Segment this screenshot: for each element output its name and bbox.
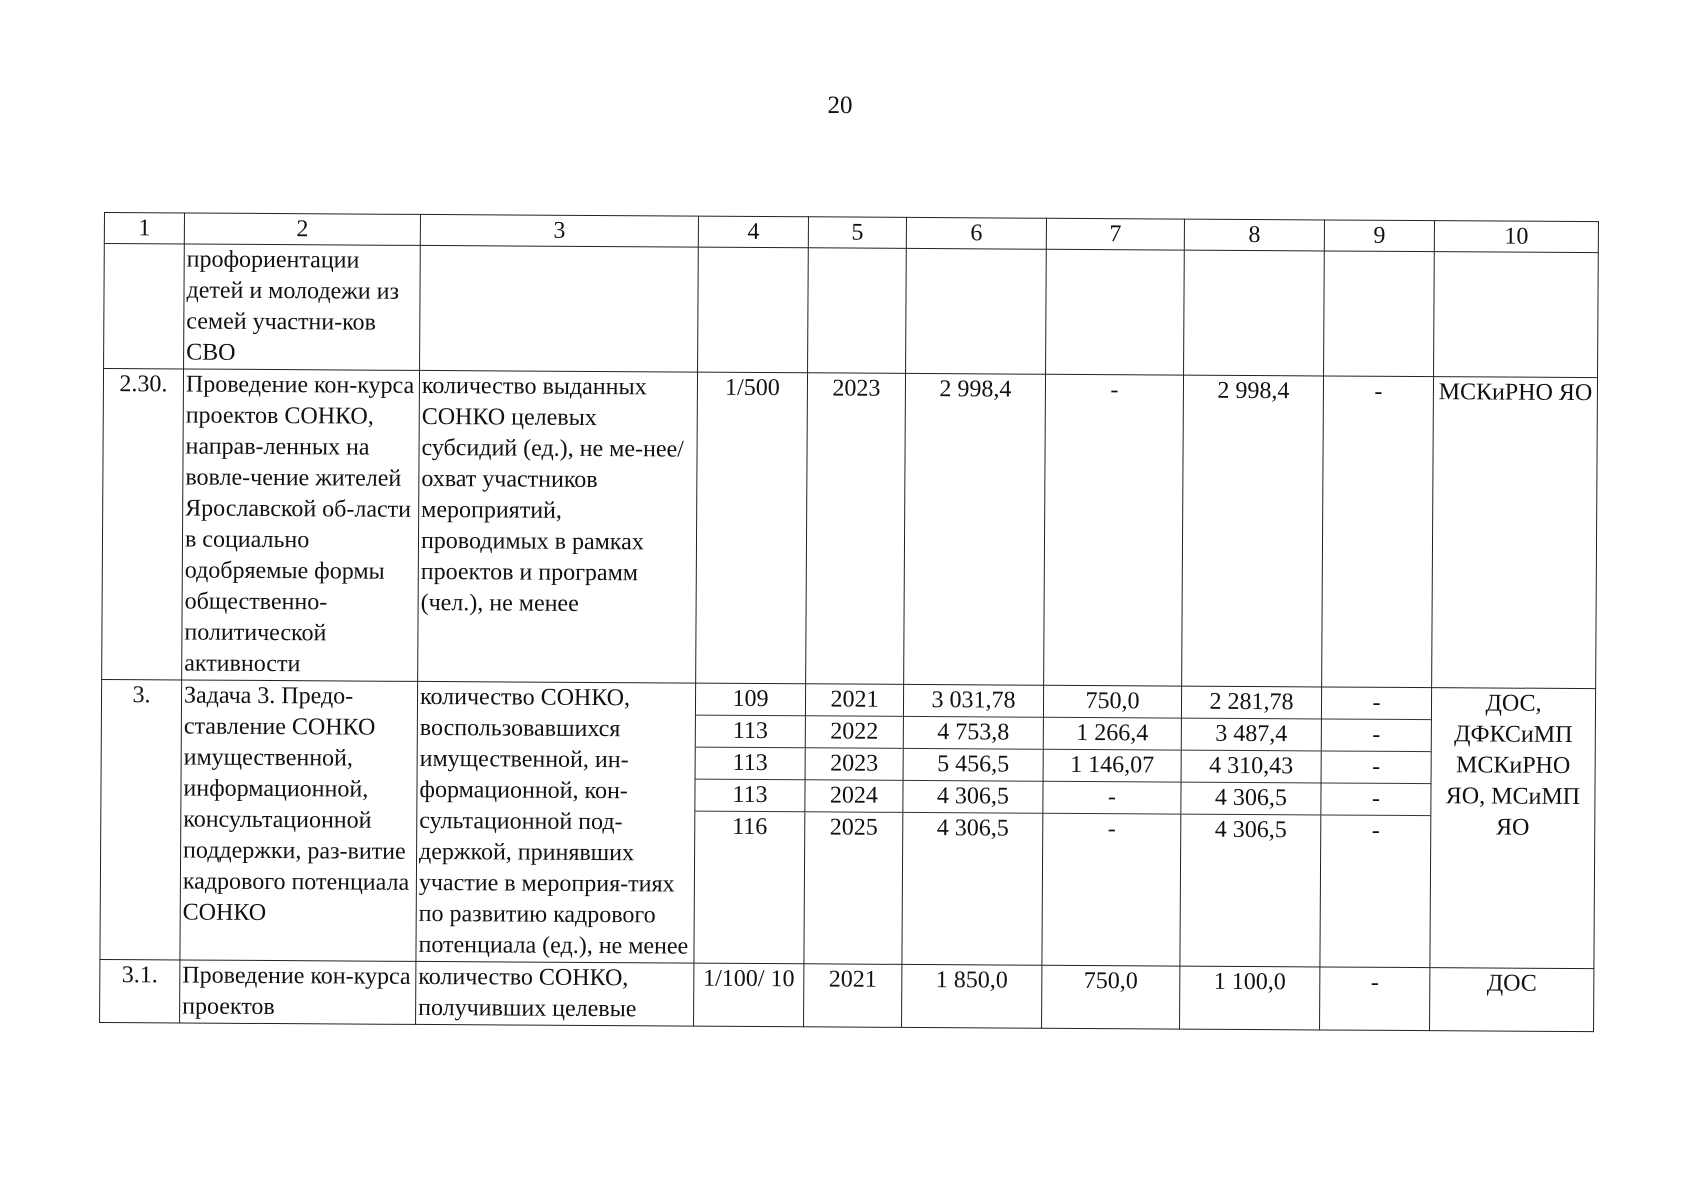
year: 2023: [806, 748, 903, 781]
row-number: 3.1.: [100, 959, 180, 1022]
federal-amount: 1 266,4: [1044, 718, 1181, 751]
year: 2024: [805, 780, 902, 813]
table-row-continuation: [104, 244, 1599, 378]
year: 2021: [806, 684, 903, 717]
year: 2025: [829, 814, 878, 841]
row-number: 3.: [100, 679, 182, 959]
indicator-text: количество СОНКО, получивших целевые: [416, 961, 694, 1026]
cont-empty-8: [1184, 250, 1325, 376]
other-amount: -: [1322, 376, 1434, 688]
other-amount: -: [1322, 719, 1431, 752]
header-col-9: 9: [1324, 220, 1434, 252]
cont-empty-9: [1324, 251, 1435, 377]
table-row-3-1: [100, 959, 1594, 1031]
cont-empty-5: [808, 248, 907, 374]
other-amount: -: [1322, 751, 1431, 784]
cont-name-cell: профориентации детей и молодежи из семей участни-ков СВО: [184, 244, 421, 370]
cont-empty-6: [906, 248, 1047, 374]
years-cell: [804, 684, 904, 965]
header-col-10: 10: [1434, 221, 1598, 253]
total-amount: 1 850,0: [902, 964, 1042, 1028]
header-col-7: 7: [1046, 218, 1184, 250]
executor: ДОС, ДФКСиМП МСКиРНО ЯО, МСиМП ЯО: [1430, 688, 1596, 969]
indicator-values-cell: [694, 683, 806, 964]
federal-amount: -: [1107, 816, 1116, 843]
regional-amount: 4 306,5: [1181, 783, 1320, 816]
cont-empty-7: [1046, 249, 1185, 375]
total-amount: 2 998,4: [904, 373, 1046, 685]
executor: ДОС: [1430, 968, 1594, 1032]
total-amount: 3 031,78: [904, 685, 1043, 718]
executor: МСКиРНО ЯО: [1432, 377, 1598, 689]
table-row-2-30: [102, 369, 1598, 689]
program-table: [99, 212, 1599, 1032]
cont-empty-10: [1434, 252, 1599, 378]
regional-amount: 4 306,5: [1214, 816, 1287, 844]
indicator-value: 1/500: [696, 372, 808, 684]
federal-amount: -: [1043, 782, 1180, 815]
year: 2022: [806, 716, 903, 749]
federal-amounts-cell: [1042, 685, 1182, 966]
regional-amounts-cell: [1180, 686, 1322, 967]
header-col-5: 5: [808, 217, 906, 249]
regional-amount: 2 281,78: [1182, 687, 1321, 720]
indicator-value: 1/100/ 10: [694, 963, 804, 1027]
measure-name: Проведение кон-курса проектов СОНКО, направ-ленных на вовле-чение жителей Ярославской об-ласти в социально одобряемые формы общественно-политической активности: [182, 369, 420, 681]
total-amount: 4 306,5: [936, 815, 1009, 842]
total-amount: 4 306,5: [903, 781, 1042, 814]
header-col-1: 1: [104, 213, 184, 244]
other-amounts-cell: [1320, 687, 1432, 968]
other-amount: -: [1322, 687, 1431, 720]
indicator-value: 113: [695, 780, 804, 813]
other-amount: -: [1371, 817, 1380, 844]
regional-amount: 3 487,4: [1182, 719, 1321, 752]
task-name: Задача 3. Предо-ставление СОНКО имущественной, информационной, консультационной поддержки, раз-витие кадрового потенциала СОНКО: [180, 680, 418, 961]
cont-empty-3: [420, 245, 699, 372]
header-col-2: 2: [184, 213, 420, 245]
other-amount: -: [1320, 967, 1430, 1031]
indicator-value: 116: [732, 813, 768, 841]
page-number: 20: [827, 92, 853, 119]
row-number: 2.30.: [102, 369, 184, 680]
federal-amount: 750,0: [1042, 965, 1180, 1029]
indicator-value: 113: [696, 716, 805, 749]
federal-amount: 750,0: [1044, 686, 1181, 719]
header-col-6: 6: [906, 217, 1046, 249]
year: 2021: [804, 964, 902, 1028]
header-col-3: 3: [420, 214, 698, 247]
indicator-text: количество выданных СОНКО целевых субсидий (ед.), не ме-нее/ охват участников мероприятий, проводимых в рамках проектов и программ (чел.), не менее: [418, 370, 698, 683]
indicator-text: количество СОНКО, воспользовавшихся имущественной, ин-формационной, кон-сультационной под-держкой, принявших участие в мероприя-тиях по развитию кадрового потенциала (ед.), не менее: [416, 681, 696, 963]
total-amount: 5 456,5: [904, 749, 1043, 782]
total-amounts-cell: [902, 684, 1044, 965]
indicator-value: 109: [696, 684, 805, 717]
federal-amount: 1 146,07: [1044, 750, 1181, 783]
federal-amount: -: [1044, 374, 1184, 686]
measure-name: Проведение кон-курса проектов: [180, 960, 416, 1024]
table-row-3: [100, 679, 1596, 968]
other-amount: -: [1321, 783, 1430, 816]
header-col-4: 4: [698, 216, 808, 248]
indicator-value: 113: [696, 748, 805, 781]
year: 2023: [806, 373, 906, 685]
cont-num-cell: [104, 244, 185, 369]
regional-amount: 2 998,4: [1182, 375, 1324, 687]
total-amount: 4 753,8: [904, 717, 1043, 750]
header-col-8: 8: [1184, 219, 1324, 251]
cont-empty-4: [698, 247, 809, 373]
regional-amount: 1 100,0: [1180, 966, 1320, 1030]
regional-amount: 4 310,43: [1182, 751, 1321, 784]
